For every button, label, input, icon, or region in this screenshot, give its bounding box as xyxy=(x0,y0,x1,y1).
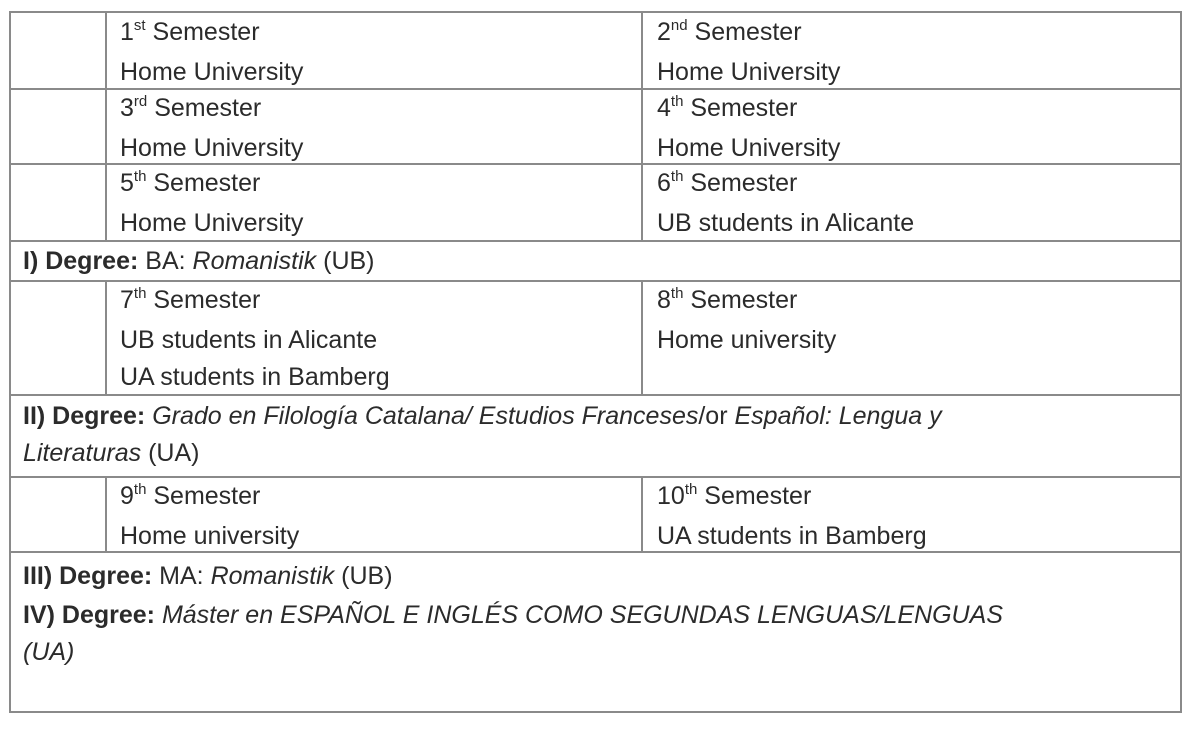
table-border-left xyxy=(9,11,11,713)
semester-number: 10 xyxy=(657,482,685,510)
semester-cell xyxy=(657,478,927,555)
degree-label: II) Degree: xyxy=(23,402,146,430)
degree-label: IV) Degree: xyxy=(23,601,155,629)
semester-number: 1 xyxy=(120,18,134,46)
semester-location: UB students in Alicante xyxy=(120,326,378,354)
semester-label: Semester xyxy=(153,286,261,314)
degree-institution: (UB) xyxy=(323,247,375,275)
table-border-right xyxy=(1180,11,1182,713)
semester-cell xyxy=(657,282,836,359)
degree-row-2 xyxy=(23,398,942,472)
degree-prefix: BA: xyxy=(145,247,186,275)
degree-institution: (UB) xyxy=(341,562,393,590)
degree-name: Máster en ESPAÑOL E INGLÉS COMO SEGUNDAS LENGUAS/LENGUAS xyxy=(161,601,1003,629)
table-border-top xyxy=(9,11,1182,13)
semester-location: UA students in Bamberg xyxy=(657,522,927,550)
ordinal-suffix: th xyxy=(133,168,147,185)
semester-number: 8 xyxy=(657,286,671,314)
semester-number: 3 xyxy=(120,94,134,122)
semester-number: 2 xyxy=(657,18,671,46)
col-divider xyxy=(641,478,643,551)
degree-institution: (UA) xyxy=(148,439,200,467)
degree-name: Romanistik xyxy=(192,247,317,275)
semester-label: Semester xyxy=(153,169,261,197)
semester-label: Semester xyxy=(690,286,798,314)
semester-number: 5 xyxy=(120,169,134,197)
semester-location: Home University xyxy=(657,134,841,162)
semester-location: Home University xyxy=(120,134,304,162)
semester-cell xyxy=(120,165,303,242)
table-border-bottom xyxy=(9,711,1182,713)
degree-institution: (UA) xyxy=(23,638,75,666)
degree-row-1 xyxy=(23,243,375,280)
semester-location: Home University xyxy=(120,58,304,86)
degree-name-cont: Literaturas xyxy=(23,439,142,467)
ordinal-suffix: th xyxy=(670,168,684,185)
semester-number: 6 xyxy=(657,169,671,197)
ordinal-suffix: th xyxy=(670,285,684,302)
semester-label: Semester xyxy=(154,94,262,122)
semester-cell xyxy=(120,14,303,91)
semester-label: Semester xyxy=(153,482,261,510)
semester-cell xyxy=(120,90,303,167)
degree-label: I) Degree: xyxy=(23,247,139,275)
col-divider xyxy=(641,282,643,394)
semester-location: Home university xyxy=(120,522,300,550)
ordinal-suffix: nd xyxy=(670,17,688,34)
col-divider xyxy=(641,11,643,240)
semester-number: 7 xyxy=(120,286,134,314)
semester-cell xyxy=(657,14,840,91)
col-divider xyxy=(105,478,107,551)
semester-location-secondary: UA students in Bamberg xyxy=(120,363,390,391)
semester-label: Semester xyxy=(694,18,802,46)
degree-label: III) Degree: xyxy=(23,562,153,590)
semester-number: 9 xyxy=(120,482,134,510)
ordinal-suffix: th xyxy=(133,285,147,302)
degree-row-4 xyxy=(23,597,1003,671)
degree-name-alt: Español: Lengua y xyxy=(734,402,942,430)
semester-cell xyxy=(657,165,914,242)
semester-label: Semester xyxy=(152,18,260,46)
semester-label: Semester xyxy=(690,169,798,197)
degree-name: Grado en Filología Catalana/ Estudios Franceses xyxy=(152,402,699,430)
ordinal-suffix: th xyxy=(670,93,684,110)
degree-or: /or xyxy=(698,402,728,430)
ordinal-suffix: rd xyxy=(133,93,148,110)
semester-location: Home university xyxy=(657,326,837,354)
col-divider xyxy=(105,11,107,240)
semester-location: Home University xyxy=(120,209,304,237)
degree-row-3 xyxy=(23,558,393,595)
degree-prefix: MA: xyxy=(159,562,204,590)
semester-cell xyxy=(657,90,840,167)
semester-location: UB students in Alicante xyxy=(657,209,915,237)
ordinal-suffix: st xyxy=(133,17,146,34)
semester-label: Semester xyxy=(690,94,798,122)
ordinal-suffix: th xyxy=(684,481,698,498)
semester-cell xyxy=(120,478,299,555)
semester-cell xyxy=(120,282,390,396)
ordinal-suffix: th xyxy=(133,481,147,498)
semester-number: 4 xyxy=(657,94,671,122)
semester-label: Semester xyxy=(704,482,812,510)
degree-name: Romanistik xyxy=(210,562,335,590)
col-divider xyxy=(105,282,107,394)
semester-location: Home University xyxy=(657,58,841,86)
